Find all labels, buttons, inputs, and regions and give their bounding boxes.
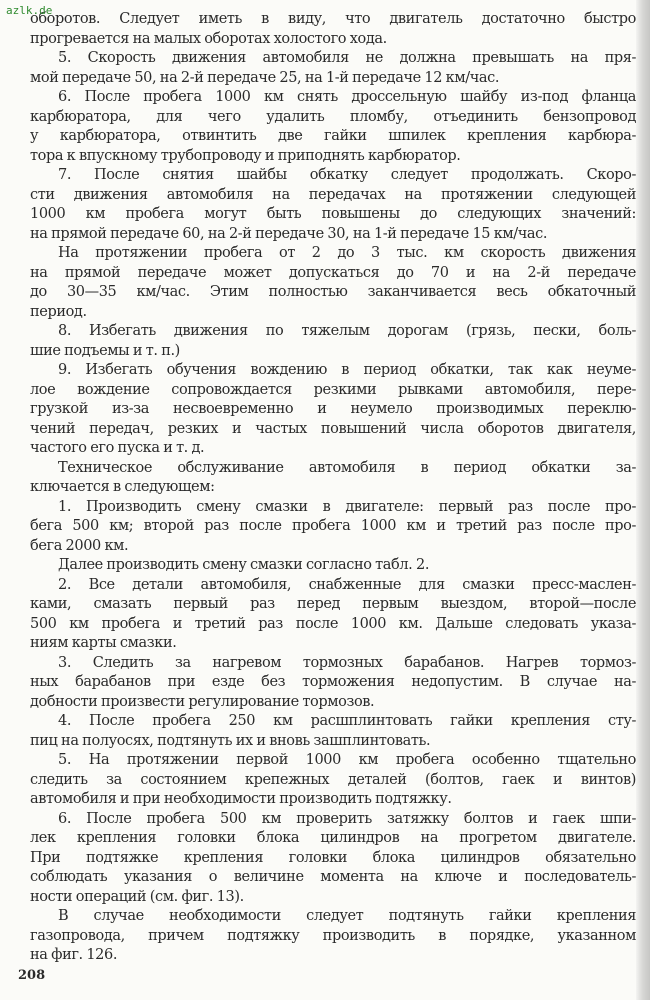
text-line: Далее производить смену смазки согласно табл. 2. — [58, 557, 430, 573]
text-line: сти движения автомобиля на передачах на протяжении следующей — [30, 186, 636, 203]
text-line: ных барабанов при езде без торможения недопустим. В случае на- — [30, 674, 636, 690]
text-line: лек крепления головки блока цилиндров на прогретом двигателе. — [30, 830, 636, 846]
text-line: прогревается на малых оборотах холостого хода. — [30, 30, 387, 47]
text-line: 7. После снятия шайбы обкатку следует продолжать. Скоро- — [58, 167, 636, 183]
text-line: В случае необходимости следует подтянуть гайки крепления — [58, 908, 636, 924]
text-line: 500 км пробега и третий раз после 1000 км. Дальше следовать указа- — [30, 615, 636, 632]
text-line: карбюратора, для чего удалить пломбу, отъединить бензопровод — [30, 108, 636, 125]
text-line: 8. Избегать движения по тяжелым дорогам (грязь, пески, боль- — [58, 323, 636, 339]
text-line: 5. Скорость движения автомобиля не должна превышать на пря- — [58, 50, 636, 66]
text-line: шие подъемы и т. п.) — [30, 342, 180, 359]
text-line: ниям карты смазки. — [30, 635, 177, 651]
text-line: период. — [30, 303, 87, 320]
text-line: бега 2000 км. — [30, 537, 129, 554]
text-line: На протяжении пробега от 2 до 3 тыс. км скорость движения — [58, 245, 636, 261]
text-line: на прямой передаче может допускаться до 70 и на 2-й передаче — [30, 264, 636, 281]
text-line: пиц на полуосях, подтянуть их и вновь зашплинтовать. — [30, 732, 431, 749]
text-line: ности операций (см. фиг. 13). — [30, 888, 244, 905]
text-line: 2. Все детали автомобиля, снабженные для смазки пресс-маслен- — [58, 576, 636, 593]
text-line: оборотов. Следует иметь в виду, что двигатель достаточно быстро — [30, 11, 636, 27]
text-line: 6. После пробега 500 км проверить затяжку болтов и гаек шпи- — [58, 810, 636, 827]
text-line: автомобиля и при необходимости производить подтяжку. — [30, 791, 452, 807]
text-line: 6. После пробега 1000 км снять дроссельную шайбу из-под фланца — [58, 89, 636, 105]
text-line: мой передаче 50, на 2-й передаче 25, на 1-й передаче 12 км/час. — [30, 69, 500, 86]
text-line: 1000 км пробега могут быть повышены до следующих значений: — [30, 206, 636, 222]
text-line: При подтяжке крепления головки блока цилиндров обязательно — [30, 849, 636, 866]
text-line: частого его пуска и т. д. — [30, 440, 205, 456]
text-line: 1. Производить смену смазки в двигателе: первый раз после про- — [58, 498, 636, 515]
text-line: до 30—35 км/час. Этим полностью заканчивается весь обкаточный — [30, 284, 636, 300]
text-line: 3. Следить за нагревом тормозных барабанов. Нагрев тормоз- — [58, 654, 636, 671]
text-line: ками, смазать первый раз перед первым выездом, второй—после — [30, 596, 636, 612]
text-line: бега 500 км; второй раз после пробега 1000 км и третий раз после про- — [30, 518, 636, 534]
text-line: грузкой из-за несвоевременно и неумело производимых переклю- — [30, 401, 636, 417]
text-line: чений передач, резких и частых повышений числа оборотов двигателя, — [30, 420, 636, 437]
text-line: у карбюратора, отвинтить две гайки шпилек крепления карбюра- — [30, 128, 636, 144]
text-line: 9. Избегать обучения вождению в период обкатки, так как неуме- — [58, 362, 636, 378]
text-line: добности произвести регулирование тормозов. — [30, 693, 375, 710]
watermark: azlk.de — [6, 4, 53, 17]
text-line: 5. На протяжении первой 1000 км пробега особенно тщательно — [58, 752, 636, 768]
document-page — [0, 10, 650, 966]
text-line: 4. После пробега 250 км расшплинтовать гайки крепления сту- — [58, 713, 636, 729]
text-line: Техническое обслуживание автомобиля в период обкатки за- — [58, 459, 636, 476]
page-number: 208 — [18, 968, 46, 983]
text-line: лое вождение сопровождается резкими рывками автомобиля, пере- — [30, 381, 636, 398]
text-line: следить за состоянием крепежных деталей (болтов, гаек и винтов) — [30, 771, 636, 788]
text-line: тора к впускному трубопроводу и приподнять карбюратор. — [30, 147, 461, 164]
text-line: на фиг. 126. — [30, 947, 118, 963]
text-line: ключается в следующем: — [30, 479, 215, 495]
text-line: соблюдать указания о величине момента на ключе и последователь- — [30, 869, 636, 885]
text-line: газопровода, причем подтяжку производить в порядке, указанном — [30, 927, 636, 944]
text-line: на прямой передаче 60, на 2-й передаче 30, на 1-й передаче 15 км/час. — [30, 225, 548, 242]
